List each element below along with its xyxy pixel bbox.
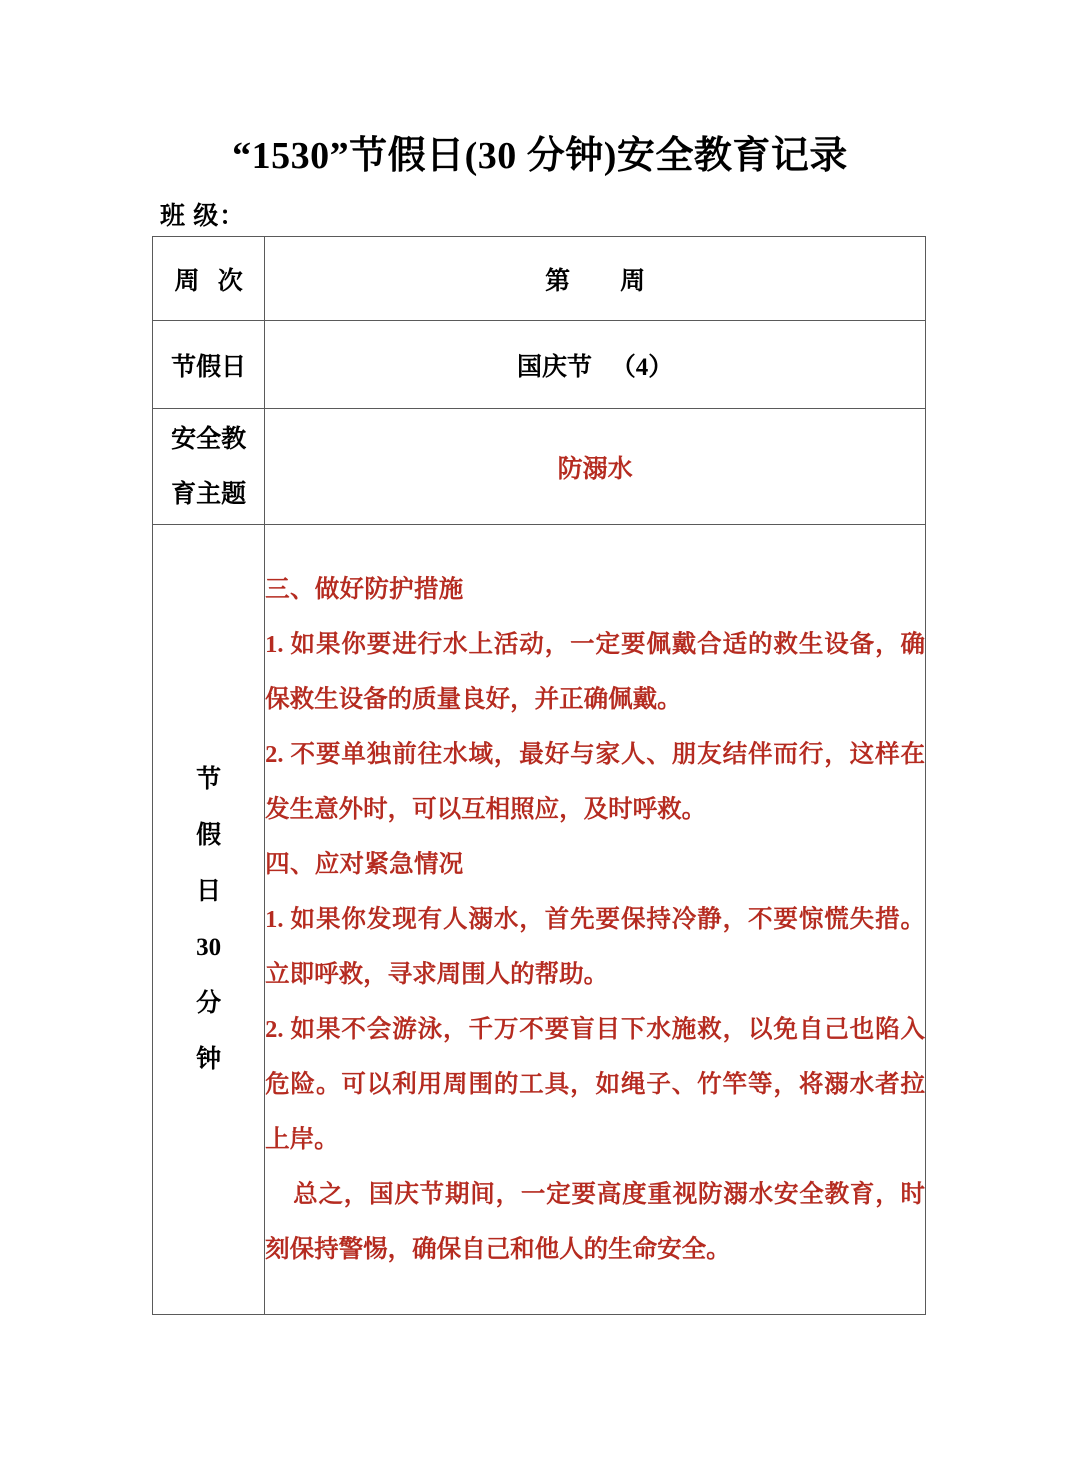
vertical-label-char-3: 日 bbox=[196, 877, 222, 905]
safety-education-record-table bbox=[152, 236, 926, 1315]
row-value-week[interactable]: 第 周 bbox=[265, 237, 926, 321]
vertical-label-char-6: 钟 bbox=[196, 1045, 222, 1073]
vertical-label-char-5: 分 bbox=[196, 989, 222, 1017]
row-label-topic-line1: 安全教 bbox=[171, 425, 247, 453]
row-value-content[interactable] bbox=[265, 525, 926, 1315]
row-label-topic-line2: 育主题 bbox=[171, 480, 247, 508]
class-field-label: 班 级： bbox=[160, 203, 246, 230]
table-row-week bbox=[153, 237, 926, 321]
page-title: “1530”节假日(30 分钟)安全教育记录 bbox=[232, 135, 848, 177]
row-value-holiday[interactable]: 国庆节 （4） bbox=[265, 321, 926, 409]
vertical-label-char-4: 30 bbox=[196, 933, 222, 961]
content-paragraph-3: 2. 不要单独前往水域，最好与家人、朋友结伴而行，这样在发生意外时，可以互相照应，及时呼救。 bbox=[265, 741, 925, 823]
row-label-topic bbox=[153, 409, 265, 525]
vertical-label-char-2: 假 bbox=[196, 821, 222, 849]
table-row-content bbox=[153, 525, 926, 1315]
content-paragraph-2: 1. 如果你要进行水上活动，一定要佩戴合适的救生设备，确保救生设备的质量良好，并正确佩戴。 bbox=[265, 631, 925, 713]
table-row-holiday bbox=[153, 321, 926, 409]
row-value-topic[interactable]: 防溺水 bbox=[265, 409, 926, 525]
content-paragraph-6: 2. 如果不会游泳，千万不要盲目下水施救，以免自己也陷入危险。可以利用周围的工具，如绳子、竹竿等，将溺水者拉上岸。 bbox=[265, 1016, 925, 1153]
content-paragraph-5: 1. 如果你发现有人溺水，首先要保持冷静，不要惊慌失措。立即呼救，寻求周围人的帮助。 bbox=[265, 906, 925, 988]
content-paragraph-1: 三、做好防护措施 bbox=[265, 576, 464, 603]
row-label-holiday: 节假日 bbox=[153, 321, 265, 409]
vertical-label-stack bbox=[153, 752, 264, 1088]
row-label-week: 周 次 bbox=[153, 237, 265, 321]
vertical-label-char-1: 节 bbox=[196, 765, 222, 793]
content-paragraph-7: 总之，国庆节期间，一定要高度重视防溺水安全教育，时刻保持警惕，确保自己和他人的生命安全。 bbox=[265, 1181, 925, 1263]
table-row-topic bbox=[153, 409, 926, 525]
row-label-duration bbox=[153, 525, 265, 1315]
content-paragraph-4: 四、应对紧急情况 bbox=[265, 851, 464, 878]
content-body bbox=[265, 562, 925, 1277]
